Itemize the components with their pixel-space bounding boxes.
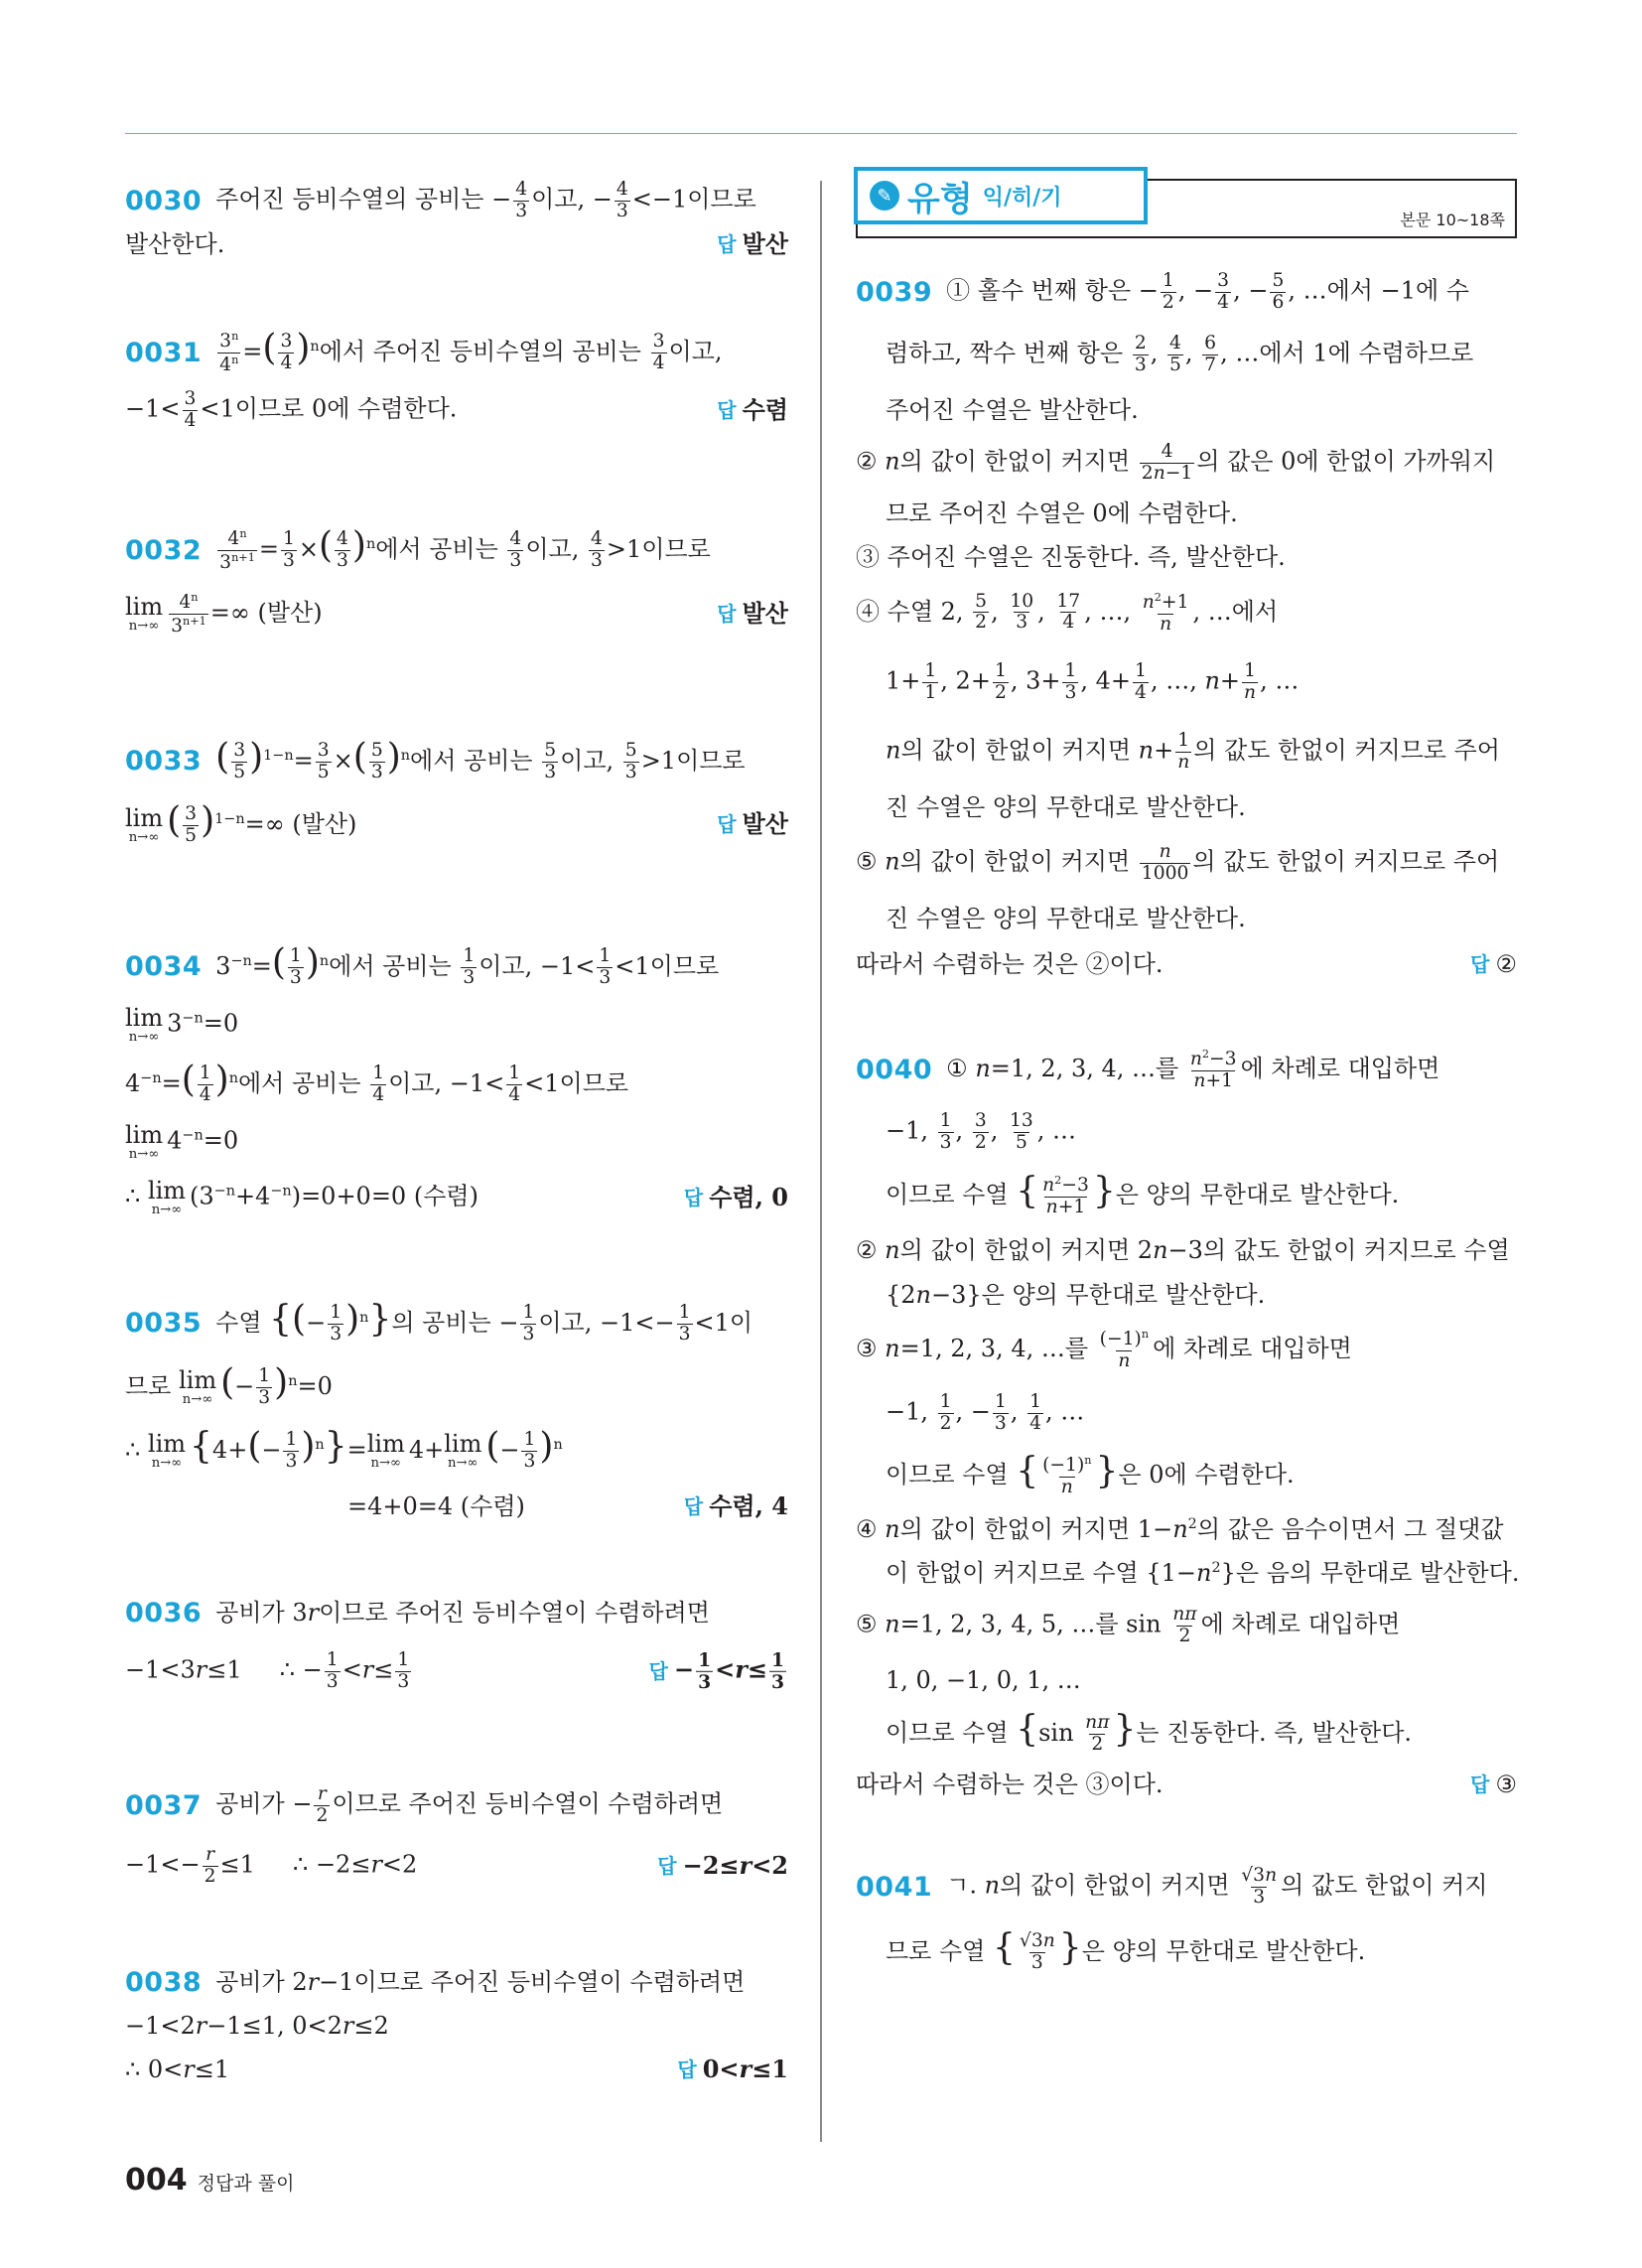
- answer-label: 답: [683, 1186, 704, 1209]
- answer-label: 답: [1470, 952, 1490, 976]
- answer-value: 수렴, 4: [709, 1491, 788, 1520]
- solution-text: ① n=1, 2, 3, 4, …를 $\frac{n^2-3}{n+1}$ 에 차례로 대입하면: [946, 1047, 1440, 1091]
- solution-text: 렴하고, 짝수 번째 항은 $\frac{2}{3}$ , $\frac{4}{5}$ , $\frac{6}{7}$ , …에서 1에 수렴하므로: [886, 332, 1474, 375]
- answer-value: 수렴: [742, 395, 788, 424]
- problem-0033: [125, 729, 788, 935]
- solution-text: ㄱ. n의 값이 한없이 커지면 $\frac{√3n}{3}$ 의 값도 한없이 커지: [946, 1864, 1488, 1908]
- solution-text: ③ 주어진 수열은 진동한다. 즉, 발산한다.: [856, 543, 1286, 571]
- solution-text: $4^{-n}=$( $\frac{1}{4}$ )$^n$에서 공비는 $\frac{1}{4}$ 이고, −1< $\frac{1}{4}$ <1이므로: [125, 1059, 629, 1105]
- solution-text: 수열 {(− $\frac{1}{3}$ )$^n$}의 공비는 − $\frac{1}{3}$ 이고, −1<− $\frac{1}{3}$ <1이: [215, 1298, 753, 1345]
- answer-value: 발산: [742, 229, 788, 258]
- problem-number: 0036: [125, 1597, 203, 1629]
- left-column: [125, 179, 788, 2091]
- solution-text: 따라서 수렴하는 것은 ③이다.: [856, 1771, 1163, 1798]
- solution-text: $\frac{4^n}{3^{n+1}}$ = $\frac{1}{3}$ ×( $\frac{4}{3}$ )$^n$에서 공비는 $\frac{4}{3}$ 이고, $\frac{4}{3}$ >1이므로: [219, 524, 711, 573]
- answer-label: 답: [657, 1854, 677, 1878]
- answer-value: ②: [1495, 950, 1517, 978]
- solution-text: =4+0=4 (수렴): [347, 1492, 525, 1520]
- solution-text: 므로 lim n→∞ (− $\frac{1}{3}$ )$^n$=0: [125, 1361, 333, 1408]
- solution-text: ∴ lim n→∞ {4+(− $\frac{1}{3}$ )$^n$}= lim n→∞ 4+ lim n→∞ (− $\frac{1}{3}$ )$^n$: [125, 1425, 563, 1472]
- solution-text: −1< $\frac{3}{4}$ <1이므로 0에 수렴한다.: [125, 387, 458, 431]
- answer: [717, 599, 788, 628]
- problem-number: 0032: [125, 534, 203, 566]
- section-banner: [856, 179, 1517, 238]
- problem-0040: [856, 1039, 1520, 1855]
- answer: [717, 395, 788, 424]
- pencil-icon: ✎: [870, 181, 899, 211]
- top-rule: [125, 133, 1517, 134]
- solution-text: −1<3r≤1 ∴ − $\frac{1}{3}$ <r≤ $\frac{1}{3}$: [125, 1648, 410, 1692]
- answer-value: 발산: [742, 599, 788, 628]
- problem-0041: [856, 1855, 1517, 1984]
- answer: [717, 229, 788, 258]
- answer: [657, 1851, 788, 1880]
- answer: [1470, 952, 1517, 976]
- answer: [683, 1491, 788, 1520]
- answer: [1470, 1772, 1517, 1796]
- solution-text: $3^{-n}=$( $\frac{1}{3}$ )$^n$에서 공비는 $\frac{1}{3}$ 이고, −1< $\frac{1}{3}$ <1이므로: [215, 941, 720, 988]
- solution-text: ⑤ n=1, 2, 3, 4, 5, …를 sin $\frac{n\pi}{2}$ 에 차례로 대입하면: [856, 1603, 1401, 1646]
- problem-number: 0033: [125, 745, 203, 777]
- problem-number: 0038: [125, 1966, 203, 1998]
- solution-text: ① 홀수 번째 항은 − $\frac{1}{2}$ , − $\frac{3}{4}$ , − $\frac{5}{6}$ , …에서 −1에 수: [946, 269, 1469, 313]
- answer-value: − $\frac{1}{3}$ <r≤ $\frac{1}{3}$: [673, 1648, 784, 1693]
- answer-label: 답: [677, 2057, 697, 2081]
- answer: [717, 809, 788, 838]
- right-column: [856, 179, 1520, 1984]
- solution-text: 이 한없이 커지므로 수열 $\{1-n^2\}$은 음의 무한대로 발산한다.: [886, 1559, 1520, 1587]
- answer-label: 답: [717, 602, 737, 626]
- solution-text: 1+ $\frac{1}{1}$ , 2+ $\frac{1}{2}$ , 3+ $\frac{1}{3}$ , 4+ $\frac{1}{4}$ , …, n+ $\frac{1}{n}$ , …: [886, 659, 1300, 703]
- problem-number: 0035: [125, 1307, 203, 1339]
- solution-text: 따라서 수렴하는 것은 ②이다.: [856, 950, 1163, 978]
- solution-text: −1, $\frac{1}{2}$ , − $\frac{1}{3}$ , $\frac{1}{4}$ , …: [886, 1390, 1085, 1434]
- problem-0032: [125, 518, 788, 729]
- solution-text: ∴ lim n→∞ $(3^{-n}+4^{-n})=0+0=0$ (수렴): [125, 1176, 479, 1217]
- solution-text: 진 수열은 양의 무한대로 발산한다.: [886, 905, 1246, 932]
- problem-0031: [125, 314, 788, 518]
- solution-text: 이므로 수열 { $\frac{n^2-3}{n+1}$ }은 양의 무한대로 발산한다.: [886, 1171, 1400, 1218]
- answer-label: 답: [717, 812, 737, 836]
- solution-text: {2n−3}은 양의 무한대로 발산한다.: [886, 1281, 1266, 1309]
- answer-value: ③: [1495, 1771, 1517, 1798]
- section-subtitle: 익/히/기: [982, 185, 1062, 211]
- solution-text: lim n→∞ $3^{-n}=0$: [125, 1003, 239, 1045]
- solution-text: 주어진 등비수열의 공비는 − $\frac{4}{3}$ 이고, − $\frac{4}{3}$ <−1이므로: [215, 178, 756, 221]
- solution-text: 주어진 수열은 발산한다.: [886, 396, 1139, 424]
- problem-0030: [125, 179, 788, 314]
- solution-text: ④ n의 값이 한없이 커지면 $1-n^2$의 값은 음수이면서 그 절댓값: [856, 1515, 1504, 1543]
- problem-0034: [125, 935, 788, 1291]
- problem-0039: [856, 262, 1517, 1039]
- solution-text: 1, 0, −1, 0, 1, …: [886, 1666, 1081, 1694]
- page-reference: 본문 10~18쪽: [1400, 211, 1505, 229]
- answer-value: 수렴, 0: [709, 1183, 788, 1211]
- solution-text: 진 수열은 양의 무한대로 발산한다.: [886, 793, 1246, 821]
- section-title: 유형: [907, 179, 973, 219]
- problem-number: 0030: [125, 185, 203, 216]
- section-tab: [854, 167, 1148, 224]
- solution-text: ⑤ n의 값이 한없이 커지면 $\frac{n}{1000}$ 의 값도 한없이 커지므로 주어: [856, 840, 1500, 884]
- answer-label: 답: [683, 1494, 704, 1518]
- solution-text: ( $\frac{3}{5}$ )$^{1-n}$= $\frac{3}{5}$ ×( $\frac{5}{3}$ )$^n$에서 공비는 $\frac{5}{3}$ 이고, $\frac{5}{3}$ >1이므로: [215, 736, 746, 782]
- solution-text: 발산한다.: [125, 230, 225, 258]
- answer-label: 답: [1470, 1772, 1490, 1796]
- answer-label: 답: [717, 232, 737, 256]
- page-number: 004: [125, 2163, 188, 2197]
- answer-value: −2≤r<2: [682, 1851, 788, 1880]
- solution-text: n의 값이 한없이 커지면 n+ $\frac{1}{n}$ 의 값도 한없이 커지므로 주어: [886, 729, 1500, 773]
- solution-text: 이므로 수열 { $\frac{(-1)^n}{n}$ }은 0에 수렴한다.: [886, 1451, 1295, 1498]
- solution-text: −1<2r−1≤1, 0<2r≤2: [125, 2012, 389, 2040]
- solution-text: ② n의 값이 한없이 커지면 $\frac{4}{2n-1}$ 의 값은 0에 한없이 가까워지: [856, 440, 1496, 484]
- problem-0038: [125, 1960, 788, 2091]
- solution-text: ④ 수열 2, $\frac{5}{2}$ , $\frac{10}{3}$ , $\frac{17}{4}$ , …, $\frac{n^2+1}{n}$ , …에서: [856, 590, 1279, 635]
- answer: [683, 1183, 788, 1211]
- answer: [677, 2057, 788, 2081]
- problem-number: 0031: [125, 337, 203, 368]
- solution-text: ② n의 값이 한없이 커지면 2n−3의 값도 한없이 커지므로 수열: [856, 1236, 1510, 1264]
- solution-text: 므로 수열 { $\frac{√3n}{3}$ }은 양의 무한대로 발산한다.: [886, 1926, 1366, 1973]
- answer: [648, 1648, 788, 1693]
- problem-number: 0040: [856, 1054, 933, 1085]
- problem-number: 0037: [125, 1789, 203, 1821]
- answer-value: 발산: [742, 809, 788, 838]
- problem-0037: [125, 1775, 788, 1960]
- problem-0035: [125, 1291, 788, 1583]
- solution-text: ∴ 0<r≤1: [125, 2055, 230, 2083]
- solution-text: lim n→∞ $4^{-n}=0$: [125, 1120, 239, 1162]
- page-footer: [125, 2163, 294, 2197]
- solution-text: 이므로 수열 {sin $\frac{n\pi}{2}$ }는 진동한다. 즉, 발산한다.: [886, 1708, 1413, 1755]
- solution-text: 공비가 3r이므로 주어진 등비수열이 수렴하려면: [215, 1599, 710, 1627]
- solution-text: −1, $\frac{1}{3}$ , $\frac{3}{2}$ , $\frac{13}{5}$ , …: [886, 1109, 1077, 1153]
- answer-label: 답: [648, 1659, 668, 1683]
- problem-0036: [125, 1583, 788, 1775]
- column-divider: [820, 181, 822, 2142]
- solution-text: lim n→∞ ( $\frac{3}{5}$ )$^{1-n}$=∞ (발산): [125, 799, 357, 846]
- solution-text: lim n→∞ $\frac{4^n}{3^{n+1}}$ =∞ (발산): [125, 590, 323, 637]
- problem-number: 0039: [856, 276, 933, 308]
- answer-label: 답: [717, 398, 737, 422]
- solution-text: ③ n=1, 2, 3, 4, …를 $\frac{(-1)^n}{n}$ 에 차례로 대입하면: [856, 1327, 1352, 1371]
- solution-text: 므로 주어진 수열은 0에 수렴한다.: [886, 499, 1238, 527]
- problem-number: 0041: [856, 1871, 933, 1903]
- problem-number: 0034: [125, 950, 203, 982]
- answer-value: 0<r≤1: [702, 2055, 788, 2083]
- footer-text: 정답과 풀이: [197, 2173, 295, 2195]
- solution-text: 공비가 − $\frac{r}{2}$ 이므로 주어진 등비수열이 수렴하려면: [215, 1782, 724, 1826]
- solution-text: 공비가 2r−1이므로 주어진 등비수열이 수렴하려면: [215, 1968, 746, 1996]
- solution-text: −1<− $\frac{r}{2}$ ≤1 ∴ −2≤r<2: [125, 1843, 418, 1887]
- solution-text: $\frac{3^n}{4^n}$ =( $\frac{3}{4}$ )$^n$에서 주어진 등비수열의 공비는 $\frac{3}{4}$ 이고,: [219, 327, 723, 375]
